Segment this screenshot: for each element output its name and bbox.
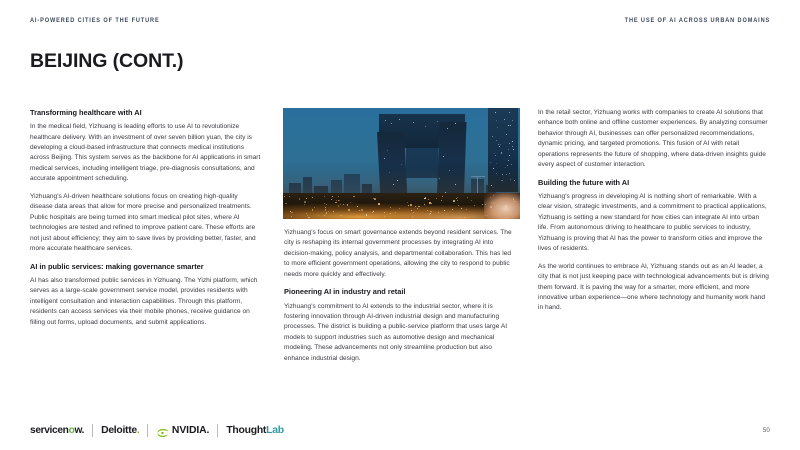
- section-heading-building-future: Building the future with AI: [538, 177, 630, 187]
- logo-thoughtlab: [226, 425, 284, 436]
- logo-nvidia: [156, 425, 209, 436]
- logo-servicenow-accent: o: [68, 424, 75, 436]
- section-heading-transforming-healthcare: Transforming healthcare with AI: [30, 108, 142, 117]
- logo-nvidia-text: NVIDIA.: [171, 424, 210, 436]
- nvidia-eye-icon: [156, 425, 169, 435]
- footer-sponsor-logos: [30, 423, 284, 437]
- logo-servicenow-post: w.: [74, 424, 85, 436]
- logo-servicenow-pre: servicen: [30, 424, 69, 436]
- paragraph-healthcare-solutions: Yizhuang's AI-driven healthcare solutions focus on creating high-quality disease data areas that allow for more precise and personalized treatments. Public hospitals are being turned into smart medical pilot sites, where AI technologies are tested and refined to improve patient care. These efforts are not just about efficiency; they aim to save lives by providing better, faster, and more accurate healthcare services.: [30, 193, 256, 252]
- logo-divider-3: [217, 424, 218, 437]
- page-title: BEIJING (CONT.): [30, 50, 184, 72]
- running-head-left: AI-POWERED CITIES OF THE FUTURE: [30, 16, 160, 24]
- paragraph-retail-sector: In the retail sector, Yizhuang works with companies to create AI solutions that enhance both online and offline customer experiences. By analyzing consumer behavior through AI, businesses can offer personalized recommendations, dynamic pricing, and targeted promotions. This fusion of AI with retail operations represents the future of shopping, where data-driven insights guide every aspect of customer interaction.: [538, 109, 768, 168]
- photo-foreground-highlight: [484, 193, 520, 219]
- content-column-2: [284, 108, 516, 364]
- logo-deloitte-accent-dot: .: [136, 424, 140, 436]
- paragraph-ai-leader-conclusion: As the world continues to embrace AI, Yizhuang stands out as an AI leader, a city that is not just keeping pace with technological advancements but is driving them forward. It is paving the way for a smarter, more efficient, and more innovative urban experience—one where technology and humanity work hand in hand.: [538, 262, 769, 312]
- paragraph-industrial-sector: Yizhuang's commitment to AI extends to the industrial sector, where it is fostering innovation through AI-driven industrial design and manufacturing processes. The district is building a public-service platform that uses large AI models to support industries such as automotive design and mechanical modeling. These advancements not only streamline production but also enhance industrial design.: [284, 302, 508, 362]
- section-heading-industry-retail: Pioneering AI in industry and retail: [284, 287, 406, 297]
- logo-thoughtlab-accent: Lab: [266, 424, 284, 436]
- paragraph-healthcare-investment: In the medical field, Yizhuang is leading efforts to use AI to revolutionize healthcare delivery. With an investment of over seven billion yuan, the city is developing a cloud-based infrastructure that connects medical institutions across Beijing. This system serves as the backbone for AI applications in smart medical services, including intelligent triage, pre-diagnosis consultations, and accurate appointment scheduling.: [30, 123, 261, 183]
- running-head-right: THE USE OF AI ACROSS URBAN DOMAINS: [624, 16, 770, 24]
- logo-thoughtlab-pre: Thought: [226, 424, 267, 436]
- logo-divider-1: [92, 424, 93, 437]
- page-number: 50: [762, 427, 770, 434]
- paragraph-yizhuang-progress: Yizhuang's progress in developing AI is nothing short of remarkable. With a clear vision, strategic investments, and a commitment to practical applications, Yizhuang is setting a new standard for how cities can integrate AI into urban life. From autonomous driving to healthcare to public services to industry, Yizhuang is proving that AI has the power to transform cities and improve the lives of residents.: [538, 193, 767, 252]
- paragraph-smart-governance: Yizhuang's focus on smart governance extends beyond resident services. The city is reshaping its internal government processes by integrating AI into decision-making, policy analysis, and departmental collaboration. This has led to more efficient government operations, allowing the city to respond to public needs more quickly and effectively.: [284, 229, 512, 278]
- logo-deloitte: [101, 425, 139, 436]
- content-column-1: [30, 108, 262, 328]
- logo-servicenow: [30, 425, 84, 436]
- content-column-3: [538, 108, 770, 314]
- running-head: [0, 14, 800, 26]
- section-heading-public-services: AI in public services: making governance smarter: [30, 261, 204, 271]
- cctv-headquarters-beijing-night-photo: [283, 108, 520, 219]
- logo-divider-2: [147, 424, 148, 437]
- paragraph-yizhi-platform: AI has also transformed public services in Yizhuang. The Yizhi platform, which serves as a large-scale government service model, provides residents with intelligent consultation and interaction capabilities. Through this platform, residents can access services via their mobile phones, receive guidance on filling out forms, upload documents, and submit applications.: [30, 277, 258, 326]
- content-columns: [30, 108, 770, 364]
- logo-deloitte-text: Deloitte: [101, 424, 137, 436]
